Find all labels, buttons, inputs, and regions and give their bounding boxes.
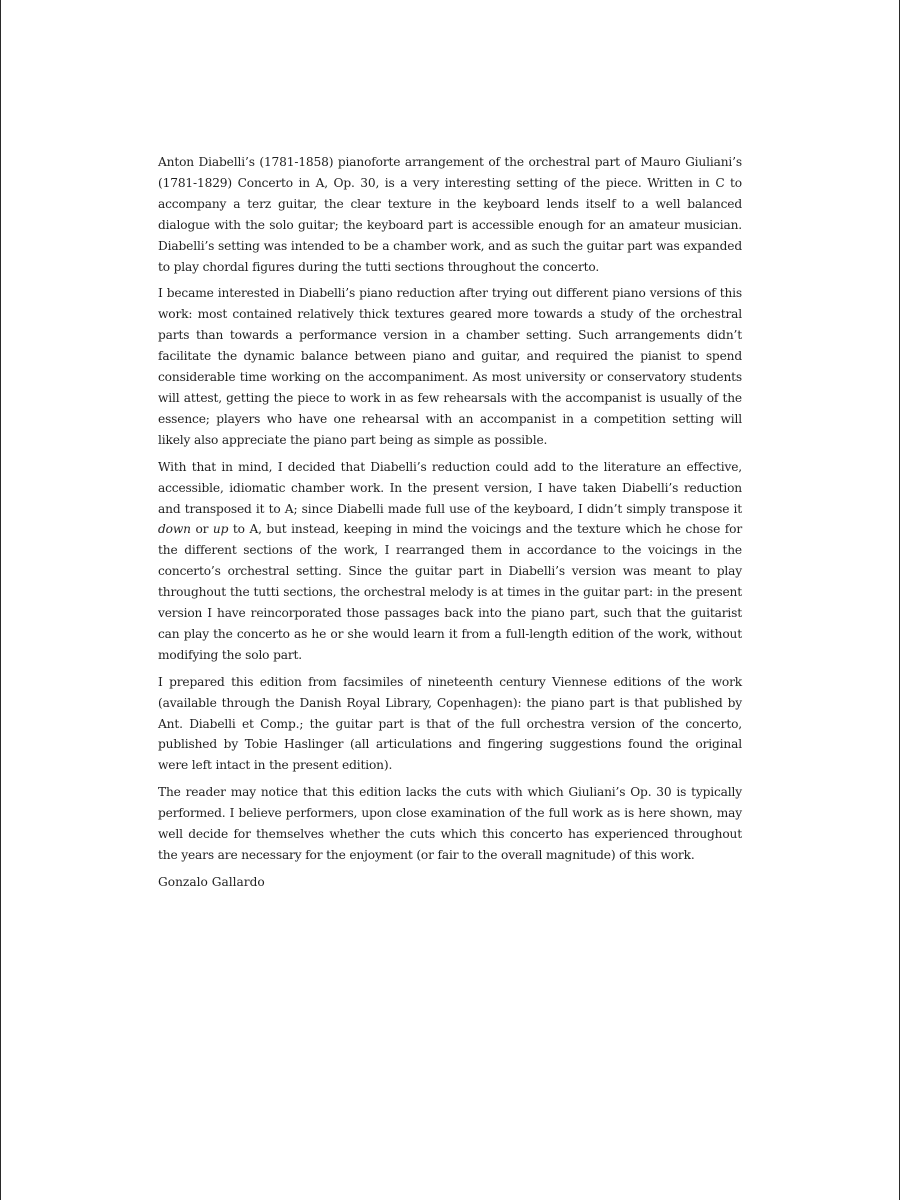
paragraph-5: The reader may notice that this edition lacks the cuts with which Giuliani’s Op. 30 is typically performed. I believe performers, upon close examination of the full work as is here shown, may well decide for themselves whether the cuts which this concerto has experienced throughout the years are necessary for the enjoyment (or fair to the overall magnitude) of this work.: [158, 785, 742, 862]
italic-word-up: up: [212, 522, 229, 537]
paragraph-3: [158, 457, 742, 666]
italic-word-down: down: [158, 522, 191, 537]
paragraph-2: I became interested in Diabelli’s piano reduction after trying out different piano versions of this work: most contained relatively thick textures geared more towards a study of the orchestral parts than towards a performance version in a chamber setting. Such arrangements didn’t facilitate the dynamic balance between piano and guitar, and required the pianist to spend considerable time working on the accompaniment. As most university or conservatory students will attest, getting the piece to work in as few rehearsals with the accompanist is usually of the essence; players who have one rehearsal with an accompanist in a competition setting will likely also appreciate the piano part being as simple as possible.: [158, 286, 742, 447]
paragraph-3-text-a: With that in mind, I decided that Diabelli’s reduction could add to the literature an effective, accessible, idiomatic chamber work. In the present version, I have taken Diabelli’s reduction and transposed it to A; since Diabelli made full use of the keyboard, I didn’t simply transpose it: [158, 459, 742, 516]
paragraph-1: Anton Diabelli’s (1781-1858) pianoforte arrangement of the orchestral part of Mauro Giuliani’s (1781-1829) Concerto in A, Op. 30, is a very interesting setting of the piece. Written in C to accompany a terz guitar, the clear texture in the keyboard lends itself to a well balanced dialogue with the solo guitar; the keyboard part is accessible enough for an amateur musician. Diabelli’s setting was intended to be a chamber work, and as such the guitar part was expanded to play chordal figures during the tutti sections throughout the concerto.: [158, 155, 742, 274]
page-border-left: [0, 0, 1, 1200]
paragraph-3-text-c: to A, but instead, keeping in mind the voicings and the texture which he chose for the different sections of the work, I rearranged them in accordance to the voicings in the concerto’s orchestral setting. Since the guitar part in Diabelli’s version was meant to play throughout the tutti sections, the orchestral melody is at times in the guitar part: in the present version I have reincorporated those passages back into the piano part, such that the guitarist can play the concerto as he or she would learn it from a full-length edition of the work, without modifying the solo part.: [158, 522, 742, 662]
preface-text-block: [158, 152, 742, 893]
paragraph-3-text-b: or: [190, 522, 213, 537]
paragraph-4: I prepared this edition from facsimiles of nineteenth century Viennese editions of the work (available through the Danish Royal Library, Copenhagen): the piano part is that published by Ant. Diabelli et Comp.; the guitar part is that of the full orchestra version of the concerto, published by Tobie Haslinger (all articulations and fingering suggestions found the original were left intact in the present edition).: [158, 674, 742, 773]
author-signature: Gonzalo Gallardo: [158, 874, 265, 889]
